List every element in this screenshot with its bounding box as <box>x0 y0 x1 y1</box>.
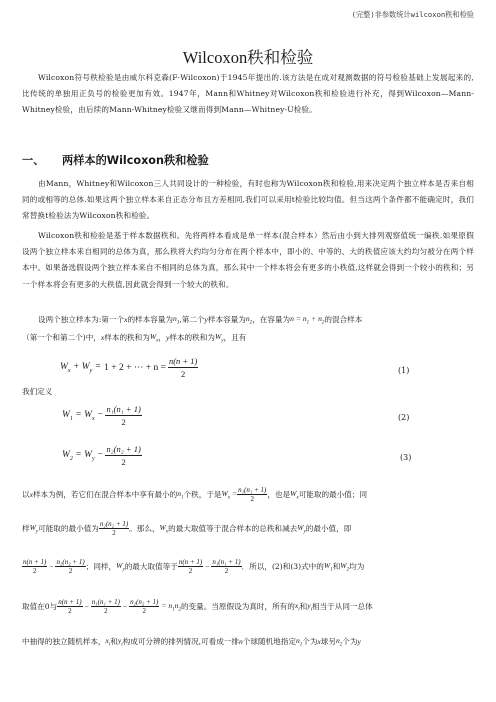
page-header: (完整)非参数统计wilcoxon秩和检验 <box>351 10 474 19</box>
text: 。那么， <box>129 524 160 533</box>
math-wx: $W_x$ <box>290 488 299 501</box>
math-y: y <box>204 315 208 325</box>
text: 以 <box>22 490 30 499</box>
inline-fraction: $\frac{\text{n₁(n₁ + 1)}}{2}$ <box>91 598 120 615</box>
math-wy: $W_y$ <box>29 522 39 535</box>
inline-fraction: $\frac{n(n + 1)}{2}$ <box>23 558 47 575</box>
text: 样本容量为 <box>207 315 246 325</box>
text: 样本的秩和为 <box>104 333 150 343</box>
intro-paragraph: Wilcoxon符号秩检验是由威尔科克森(F·Wilcoxon)于1945年提出的.该方法是在成对观测数据的符号检验基础上发展起来的,比传统的单独用正负号的检验更加有效。1947年，Mann和Whitney对Wilcoxon秩和检验进行补充，得到Wilcoxon—Mann-Whitney检验，由后续的Mann-Whitney检验又继而得到Mann—Whitney-U检验。 <box>22 73 474 115</box>
inline-fraction: $\frac{\text{n₁(n₁ + 1)}}{2}$ <box>212 558 241 575</box>
paragraph-4-line-2 <box>22 520 351 537</box>
section-title: 两样本的Wilcoxon秩和检验 <box>62 154 209 167</box>
text: 的混合样本 <box>324 315 363 325</box>
paragraph-4-line-3: $\frac{n(n + 1)}{2}$ − $\frac{\text{n₂(n₂ + 1)}}{2}$ ；同样， $W_y$ 的最大取值等于 $\frac{n(n + 1)}{2}$ − $\frac{\text{n₁(n₁ + 1)}}{2}$ ．所以，(2)和(3)式中的 $W_1$ 和 $W_2$ 均为 <box>23 558 365 575</box>
math-x: x <box>100 333 105 343</box>
equation-3-label: (3) <box>400 453 412 462</box>
text: 的最大取值等于 <box>124 562 178 571</box>
equation-2-fraction <box>105 404 141 427</box>
text: 样本为例，若它们在混合样本中享有最小的 <box>32 490 178 499</box>
text: 和 <box>110 637 118 647</box>
fraction-denominator: 2 <box>121 457 126 467</box>
math-n1: $n_1$ <box>177 488 184 501</box>
fraction-numerator: n(n + 1) <box>168 356 198 366</box>
text: 相当于从同一总体 <box>311 602 373 611</box>
paragraph-1: 由Mann，Whitney和Wilcoxon三人共同设计的一种检验，有时也称为Wilcoxon秩和检验,用来决定两个独立样本是否来自相同的或相等的总体.如果这两个独立样本来自正态分布且方差相同,我们可以采用t检验比较均值。但当这两个条件都不能确定时，我们常替换t检验法为Wilcoxon秩和检验。 <box>22 179 474 221</box>
text: 和 <box>299 602 308 611</box>
equation-2-label: (2) <box>398 413 410 422</box>
equation-1-label: (1) <box>398 366 410 375</box>
text: ．所以，(2)和(3)式中的 <box>241 562 324 571</box>
document-title: Wilcoxon秩和检验 <box>182 48 314 67</box>
math-wy: $W_y$ <box>214 332 224 344</box>
text: 的样本容量为 <box>127 315 174 325</box>
equation-1-rhs: 1 + 2 + ⋯ + n = <box>104 363 166 373</box>
inline-fraction: $\frac{\text{n₂(n₂ + 1)}}{2}$ <box>130 598 159 615</box>
text: ，也是 <box>267 490 291 499</box>
text: 球另 <box>320 637 336 647</box>
text: 构成可分辨的排列情况,可看成一排 <box>122 637 239 647</box>
math-wx: $W_x$ = <box>221 488 238 501</box>
text: （第一个和第二个)中， <box>22 333 101 343</box>
math-yi: $y_i$ <box>307 600 312 613</box>
text: 中抽得的独立随机样本， <box>22 637 106 647</box>
text: 设两个独立样本为:第一个 <box>38 315 125 325</box>
math-n1: $n_1$ <box>295 636 303 648</box>
fraction-numerator: n₂(n₂ + 1) <box>106 444 141 454</box>
section-number: 一、 <box>22 154 45 167</box>
text: 的最小值，即 <box>305 524 352 533</box>
text: ，在容量为 <box>252 315 291 325</box>
equation-3: $W_2 = W_y$ − $\frac{\text{n₂(n₂ + 1)}}{2}$ <box>62 444 141 467</box>
math-wy: $W_y$ <box>116 560 125 573</box>
inline-fraction: $\frac{n(n + 1)}{2}$ <box>58 598 82 615</box>
math-n1n2: = $n_1n_2$ <box>161 600 181 613</box>
text: 可能取的最小值为 <box>38 524 99 533</box>
math-xi: $x_i$ <box>105 636 111 648</box>
math-x: x <box>317 637 321 647</box>
text: ，且有 <box>223 333 247 343</box>
text: 可能取的最小值；同 <box>298 490 368 499</box>
paragraph-3-line-2 <box>22 332 246 344</box>
math-y: y <box>357 637 361 647</box>
fraction-denominator: 2 <box>121 417 126 427</box>
paragraph-4-line-5 <box>22 636 361 648</box>
text: 个球随机地指定 <box>242 637 296 647</box>
math-x: x <box>29 490 33 499</box>
fraction-numerator: n₁(n₁ + 1) <box>106 404 141 414</box>
inline-fraction: $\frac{\text{n₂(n₂ + 1)}}{2}$ <box>99 520 129 537</box>
math-n2: $n_2$ <box>245 314 253 326</box>
inline-fraction: $\frac{\text{n₁(n₁ + 1)}}{2}$ <box>238 486 267 503</box>
text: 样本的秩和为 <box>169 333 215 343</box>
paragraph-4-line-4: 取值在0与 $\frac{n(n + 1)}{2}$ − $\frac{\text{n₁(n₁ + 1)}}{2}$ − $\frac{\text{n₂(n₂ + 1)}}{2}$ = $n_1n_2$ 的变量。当原假设为真时，所有的 $x_i$ 和 $y_i$ 相当于从同一总体 <box>22 598 373 615</box>
text: 的变量。当原假设为真时，所有的 <box>180 602 295 611</box>
paragraph-2: Wilcoxon秩和检验是基于样本数据秩和。先将两样本看成是单一样本(混合样本）然后由小到大排列观察值统一编秩.如果原假设两个独立样本来自相同的总体为真，那么秩将大约均匀分布在两个样本中，即小的、中等的、大的秩值应该大约均匀被分在两个样本中。如果备选假设两个独立样本来自不相同的总体为真，那么其中一个样本将会有更多的小秩值,这样就会得到一个较小的秩和；另一个样本将会有更多的大秩值,因此就会得到一个较大的秩和。 <box>22 231 474 289</box>
equation-1-fraction <box>168 356 198 379</box>
math-wx: $W_x$ <box>149 332 159 344</box>
text: ；同样， <box>85 562 117 571</box>
text: 样 <box>22 524 30 533</box>
math-n: n <box>238 637 243 647</box>
math-x: x <box>124 315 128 325</box>
math-n1: $n_1$ <box>173 314 180 326</box>
math-y: y <box>166 333 170 343</box>
math-wx: $W_x$ <box>159 522 169 535</box>
math-w2: $W_2$ <box>340 560 350 573</box>
text: 个为 <box>342 637 358 647</box>
text: 个为 <box>302 637 318 647</box>
inline-fraction: $\frac{n(n + 1)}{2}$ <box>178 558 203 575</box>
text: 个秩，于是 <box>183 490 222 499</box>
section-heading <box>22 152 209 168</box>
text: 和 <box>332 562 341 571</box>
math-wy: $W_y$ <box>297 522 306 535</box>
text: 均为 <box>349 562 365 571</box>
we-define-text: 我们定义 <box>22 387 53 396</box>
equation-2: $W_1 = W_x$ − $\frac{\text{n₁(n₁ + 1)}}{2}$ <box>62 404 141 427</box>
inline-fraction: $\frac{\text{n₂(n₂ + 1)}}{2}$ <box>56 558 85 575</box>
math-yi: $y_i$ <box>117 636 123 648</box>
math-xi: $x_i$ <box>294 600 300 613</box>
text: ,第二个 <box>179 315 205 325</box>
math-n-sum: $n = n_1 + n_2$ <box>290 314 325 326</box>
math-w1: $W_1$ <box>323 560 333 573</box>
equation-3-fraction <box>105 444 141 467</box>
equation-1: $W_x + W_y$ = 1 + 2 + ⋯ + n = $\frac{n(n + 1)}{2}$ <box>60 356 198 379</box>
text: 取值在0与 <box>22 602 58 611</box>
text: 的最大取值等于混合样本的总秩和减去 <box>168 524 298 533</box>
paragraph-3-line-1 <box>38 314 362 326</box>
text: ， <box>158 333 166 343</box>
paragraph-4-line-1 <box>22 486 367 503</box>
fraction-denominator: 2 <box>181 369 186 379</box>
math-n2: $n_2$ <box>335 636 343 648</box>
